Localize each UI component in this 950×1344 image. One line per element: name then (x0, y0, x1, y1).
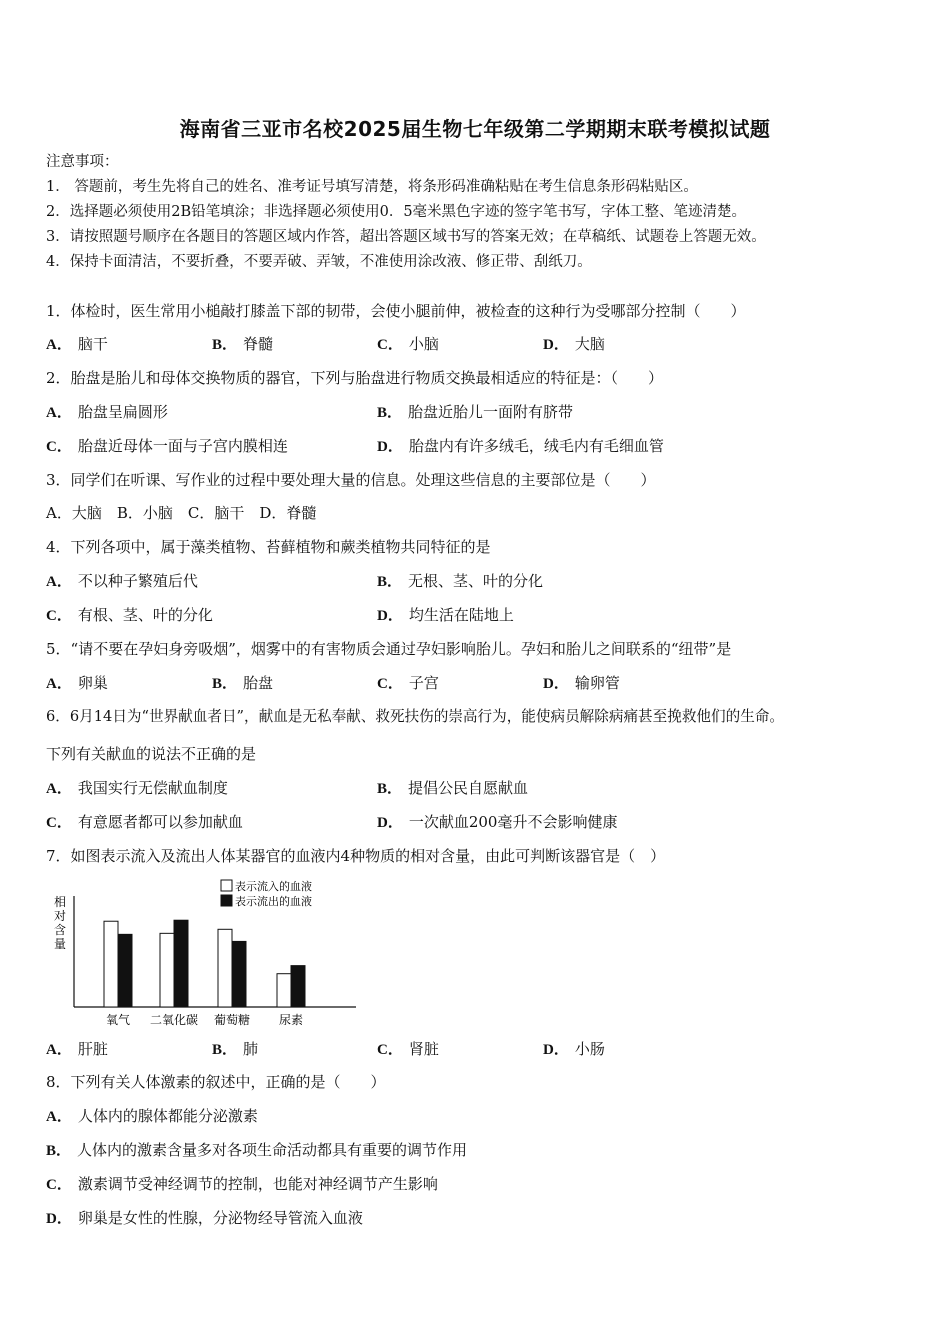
bar-inflow-4 (277, 974, 291, 1007)
y-label-char: 含 (53, 923, 67, 937)
q6-option-b[interactable]: B． 提倡公民自愿献血 (377, 779, 529, 797)
question-8-stem: 8．下列有关人体激素的叙述中，正确的是（ ） (46, 1073, 386, 1091)
bar-chart (44, 876, 364, 1028)
q6-option-a[interactable]: A． 我国实行无偿献血制度 (46, 779, 228, 797)
q1-option-b[interactable]: B． 脊髓 (212, 335, 274, 353)
q7-option-c[interactable]: C． 肾脏 (377, 1040, 439, 1058)
y-axis-label (54, 894, 66, 951)
x-tick-label: 二氧化碳 (149, 1013, 199, 1027)
q4-option-d[interactable]: D． 均生活在陆地上 (377, 606, 514, 624)
bar-inflow-2 (160, 933, 174, 1007)
bar-inflow-3 (218, 929, 232, 1007)
q2-option-c[interactable]: C． 胎盘近母体一面与子宫内膜相连 (46, 437, 288, 455)
q6-option-d[interactable]: D． 一次献血200毫升不会影响健康 (377, 813, 618, 831)
y-label-char: 相 (53, 895, 67, 909)
q2-option-d[interactable]: D． 胎盘内有许多绒毛，绒毛内有毛细血管 (377, 437, 664, 455)
q1-option-d[interactable]: D． 大脑 (543, 335, 605, 353)
x-tick-label: 尿素 (278, 1013, 304, 1027)
legend-label-inflow: 表示流入的血液 (235, 880, 312, 893)
q3-options-inline[interactable]: A．大脑 B．小脑 C．脑干 D．脊髓 (46, 504, 317, 522)
x-tick-label: 氧气 (105, 1013, 131, 1027)
q2-option-b[interactable]: B． 胎盘近胎儿一面附有脐带 (377, 403, 574, 421)
q5-option-a[interactable]: A． 卵巢 (46, 674, 108, 692)
legend-label-outflow: 表示流出的血液 (235, 895, 312, 908)
notice-item: 3．请按照题号顺序在各题目的答题区域内作答，超出答题区域书写的答案无效；在草稿纸、试题卷上答题无效。 (46, 229, 766, 245)
notice-item: 4．保持卡面清洁，不要折叠，不要弄破、弄皱，不准使用涂改液、修正带、刮纸刀。 (46, 254, 592, 270)
q7-option-a[interactable]: A． 肝脏 (46, 1040, 108, 1058)
notice-heading: 注意事项： (46, 154, 119, 170)
q8-option-a[interactable]: A． 人体内的腺体都能分泌激素 (46, 1107, 258, 1125)
y-label-char: 量 (53, 937, 67, 951)
x-tick-label: 葡萄糖 (213, 1013, 251, 1027)
bar-outflow-2 (174, 920, 188, 1007)
q1-option-a[interactable]: A． 脑干 (46, 335, 108, 353)
q8-option-c[interactable]: C． 激素调节受神经调节的控制，也能对神经调节产生影响 (46, 1175, 438, 1193)
bar-outflow-3 (232, 941, 246, 1007)
bar-outflow-1 (118, 934, 132, 1007)
q5-option-b[interactable]: B． 胎盘 (212, 674, 274, 692)
question-3-stem: 3．同学们在听课、写作业的过程中要处理大量的信息。处理这些信息的主要部位是（ ） (46, 471, 656, 489)
notice-item: 2．选择题必须使用2B铅笔填涂；非选择题必须使用0．5毫米黑色字迹的签字笔书写，字体工整、笔迹清楚。 (46, 204, 747, 220)
question-6-stem-cont: 下列有关献血的说法不正确的是 (46, 745, 257, 763)
question-2-stem: 2．胎盘是胎儿和母体交换物质的器官，下列与胎盘进行物质交换最相适应的特征是：（ ） (46, 369, 664, 387)
q7-option-d[interactable]: D． 小肠 (543, 1040, 605, 1058)
bar-outflow-4 (291, 966, 305, 1007)
legend-swatch-outflow (221, 895, 232, 906)
q1-option-c[interactable]: C． 小脑 (377, 335, 439, 353)
q7-option-b[interactable]: B． 肺 (212, 1040, 259, 1058)
question-5-stem: 5．“请不要在孕妇身旁吸烟”，烟雾中的有害物质会通过孕妇影响胎儿。孕妇和胎儿之间联系的“纽带”是 (46, 640, 732, 658)
question-7-stem: 7．如图表示流入及流出人体某器官的血液内4种物质的相对含量，由此可判断该器官是（ ） (46, 847, 666, 865)
y-label-char: 对 (53, 909, 67, 923)
notice-item: 1． 答题前，考生先将自己的姓名、准考证号填写清楚，将条形码准确粘贴在考生信息条形码粘贴区。 (46, 179, 698, 195)
page-title: 海南省三亚市名校2025届生物七年级第二学期期末联考模拟试题 (179, 117, 771, 141)
q6-option-c[interactable]: C． 有意愿者都可以参加献血 (46, 813, 243, 831)
q4-option-c[interactable]: C． 有根、茎、叶的分化 (46, 606, 213, 624)
q4-option-b[interactable]: B． 无根、茎、叶的分化 (377, 572, 544, 590)
question-1-stem: 1．体检时，医生常用小槌敲打膝盖下部的韧带，会使小腿前伸，被检查的这种行为受哪部分控制（ ） (46, 302, 746, 320)
legend-swatch-inflow (221, 880, 232, 891)
bar-inflow-1 (104, 921, 118, 1007)
q2-option-a[interactable]: A． 胎盘呈扁圆形 (46, 403, 168, 421)
q8-option-d[interactable]: D． 卵巢是女性的性腺，分泌物经导管流入血液 (46, 1209, 363, 1227)
q5-option-c[interactable]: C． 子宫 (377, 674, 439, 692)
q4-option-a[interactable]: A． 不以种子繁殖后代 (46, 572, 198, 590)
question-6-stem: 6．6月14日为“世界献血者日”，献血是无私奉献、救死扶伤的崇高行为，能使病员解除病痛甚至挽救他们的生命。 (46, 708, 784, 725)
q8-option-b[interactable]: B． 人体内的激素含量多对各项生命活动都具有重要的调节作用 (46, 1141, 468, 1159)
question-4-stem: 4．下列各项中，属于藻类植物、苔藓植物和蕨类植物共同特征的是 (46, 538, 491, 556)
q5-option-d[interactable]: D． 输卵管 (543, 674, 620, 692)
